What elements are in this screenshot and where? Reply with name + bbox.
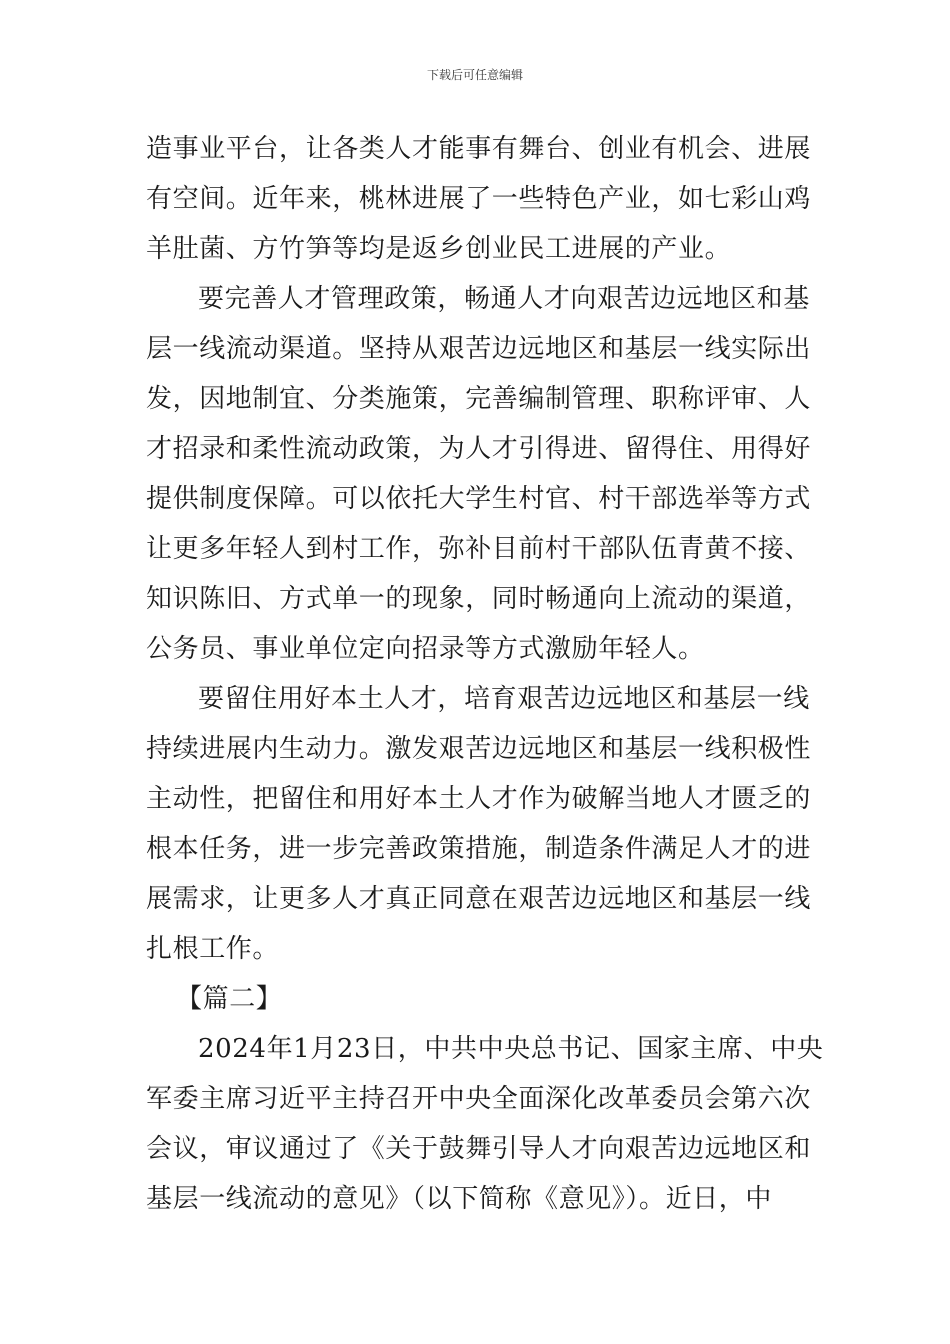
document-body bbox=[146, 124, 824, 1224]
text-line: 扎根工作。 bbox=[146, 934, 280, 964]
page-header-note: 下载后可任意编辑 bbox=[426, 68, 523, 82]
text-line: 公务员、事业单位定向招录等方式激励年轻人。 bbox=[146, 634, 705, 664]
text-line: 展需求，让更多人才真正同意在艰苦边远地区和基层一线 bbox=[146, 884, 812, 914]
section-heading: 【篇二】 bbox=[176, 984, 283, 1014]
text-line: 根本任务，进一步完善政策措施，制造条件满足人才的进 bbox=[146, 834, 812, 864]
text-line: 提供制度保障。可以依托大学生村官、村干部选举等方式 bbox=[146, 484, 812, 514]
text-line: 持续进展内生动力。激发艰苦边远地区和基层一线积极性 bbox=[146, 734, 812, 764]
text-line: 有空间。近年来，桃林进展了一些特色产业，如七彩山鸡 bbox=[146, 184, 812, 214]
text-line: 才招录和柔性流动政策，为人才引得进、留得住、用得好 bbox=[146, 434, 812, 464]
text-line: 知识陈旧、方式单一的现象，同时畅通向上流动的渠道， bbox=[146, 584, 812, 614]
paragraph-start-line: 要完善人才管理政策，畅通人才向艰苦边远地区和基 bbox=[198, 284, 810, 314]
text-line: 发，因地制宜、分类施策，完善编制管理、职称评审、人 bbox=[146, 384, 812, 414]
text-line: 基层一线流动的意见》（以下简称《意见》）。近日，中 bbox=[146, 1184, 773, 1214]
text-line: 会议，审议通过了《关于鼓舞引导人才向艰苦边远地区和 bbox=[146, 1134, 812, 1164]
paragraph-start-line: 2024年1月23日，中共中央总书记、国家主席、中央 bbox=[198, 1034, 824, 1064]
text-line: 主动性，把留住和用好本土人才作为破解当地人才匮乏的 bbox=[146, 784, 812, 814]
paragraph-start-line: 要留住用好本土人才，培育艰苦边远地区和基层一线 bbox=[198, 684, 810, 714]
text-line: 让更多年轻人到村工作，弥补目前村干部队伍青黄不接、 bbox=[146, 534, 812, 564]
text-line: 层一线流动渠道。坚持从艰苦边远地区和基层一线实际出 bbox=[146, 334, 812, 364]
text-line: 造事业平台，让各类人才能事有舞台、创业有机会、进展 bbox=[146, 134, 812, 164]
text-line: 军委主席习近平主持召开中央全面深化改革委员会第六次 bbox=[146, 1084, 812, 1114]
text-line: 羊肚菌、方竹笋等均是返乡创业民工进展的产业。 bbox=[146, 234, 732, 264]
